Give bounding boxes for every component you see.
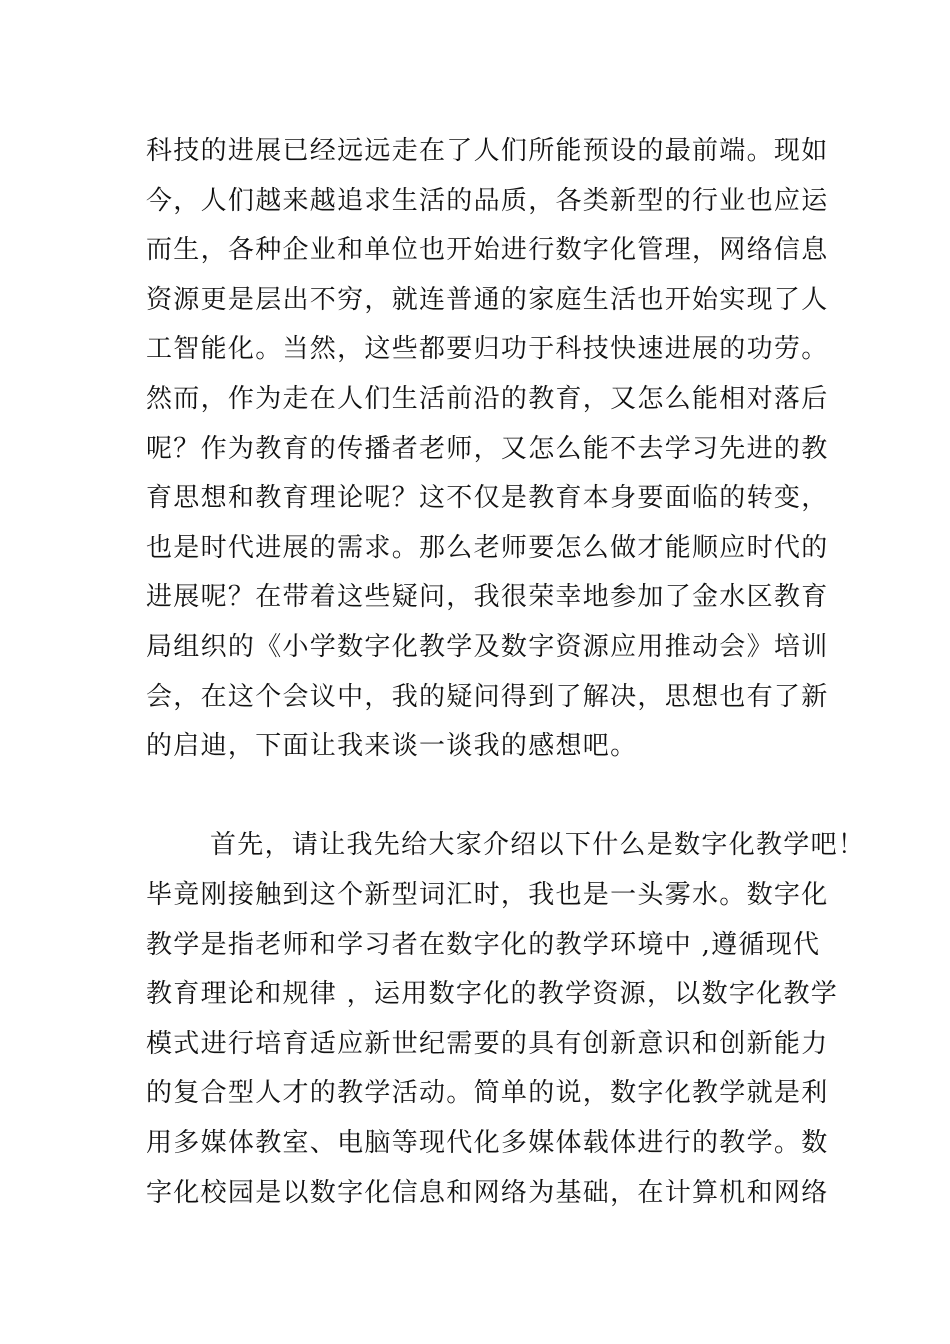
- paragraph-1-line-9: 也是时代进展的需求。那么老师要怎么做才能顺应时代的: [146, 533, 829, 563]
- paragraph-1-line-3: 而生，各种企业和单位也开始进行数字化管理，网络信息: [146, 235, 829, 265]
- paragraph-2-line-2: 毕竟刚接触到这个新型词汇时，我也是一头雾水。数字化: [146, 880, 829, 910]
- paragraph-1-line-12: 会，在这个会议中，我的疑问得到了解决，思想也有了新: [146, 682, 829, 712]
- paragraph-2-line-3: 教学是指老师和学习者在数字化的教学环境中 ,遵循现代: [146, 930, 821, 960]
- paragraph-1-line-1: 科技的进展已经远远走在了人们所能预设的最前端。现如: [146, 136, 829, 166]
- paragraph-2-line-8: 字化校园是以数字化信息和网络为基础，在计算机和网络: [146, 1178, 829, 1208]
- paragraph-2-line-4: 教育理论和规律 ，运用数字化的教学资源，以数字化教学: [146, 979, 839, 1009]
- paragraph-2-line-5: 模式进行培育适应新世纪需要的具有创新意识和创新能力: [146, 1029, 829, 1059]
- paragraph-1-line-6: 然而，作为走在人们生活前沿的教育，又怎么能相对落后: [146, 384, 829, 414]
- paragraph-2-line-6: 的复合型人才的教学活动。简单的说，数字化教学就是利: [146, 1078, 829, 1108]
- paragraph-1-line-5: 工智能化。当然，这些都要归功于科技快速进展的功劳。: [146, 334, 829, 364]
- paragraph-1-line-4: 资源更是层出不穷，就连普通的家庭生活也开始实现了人: [146, 285, 829, 315]
- paragraph-1-line-8: 育思想和教育理论呢？这不仅是教育本身要面临的转变，: [146, 483, 829, 513]
- paragraph-1-line-10: 进展呢？在带着这些疑问，我很荣幸地参加了金水区教育: [146, 582, 829, 612]
- paragraph-2-line-7: 用多媒体教室、电脑等现代化多媒体载体进行的教学。数: [146, 1128, 829, 1158]
- paragraph-1-line-11: 局组织的《小学数字化教学及数字资源应用推动会》培训: [146, 632, 829, 662]
- paragraph-2-line-1: 首先，请让我先给大家介绍以下什么是数字化教学吧！: [210, 830, 866, 860]
- paragraph-1-line-13: 的启迪，下面让我来谈一谈我的感想吧。: [146, 731, 638, 761]
- paragraph-1-line-2: 今，人们越来越追求生活的品质，各类新型的行业也应运: [146, 186, 829, 216]
- paragraph-1-line-7: 呢？作为教育的传播者老师，又怎么能不去学习先进的教: [146, 434, 829, 464]
